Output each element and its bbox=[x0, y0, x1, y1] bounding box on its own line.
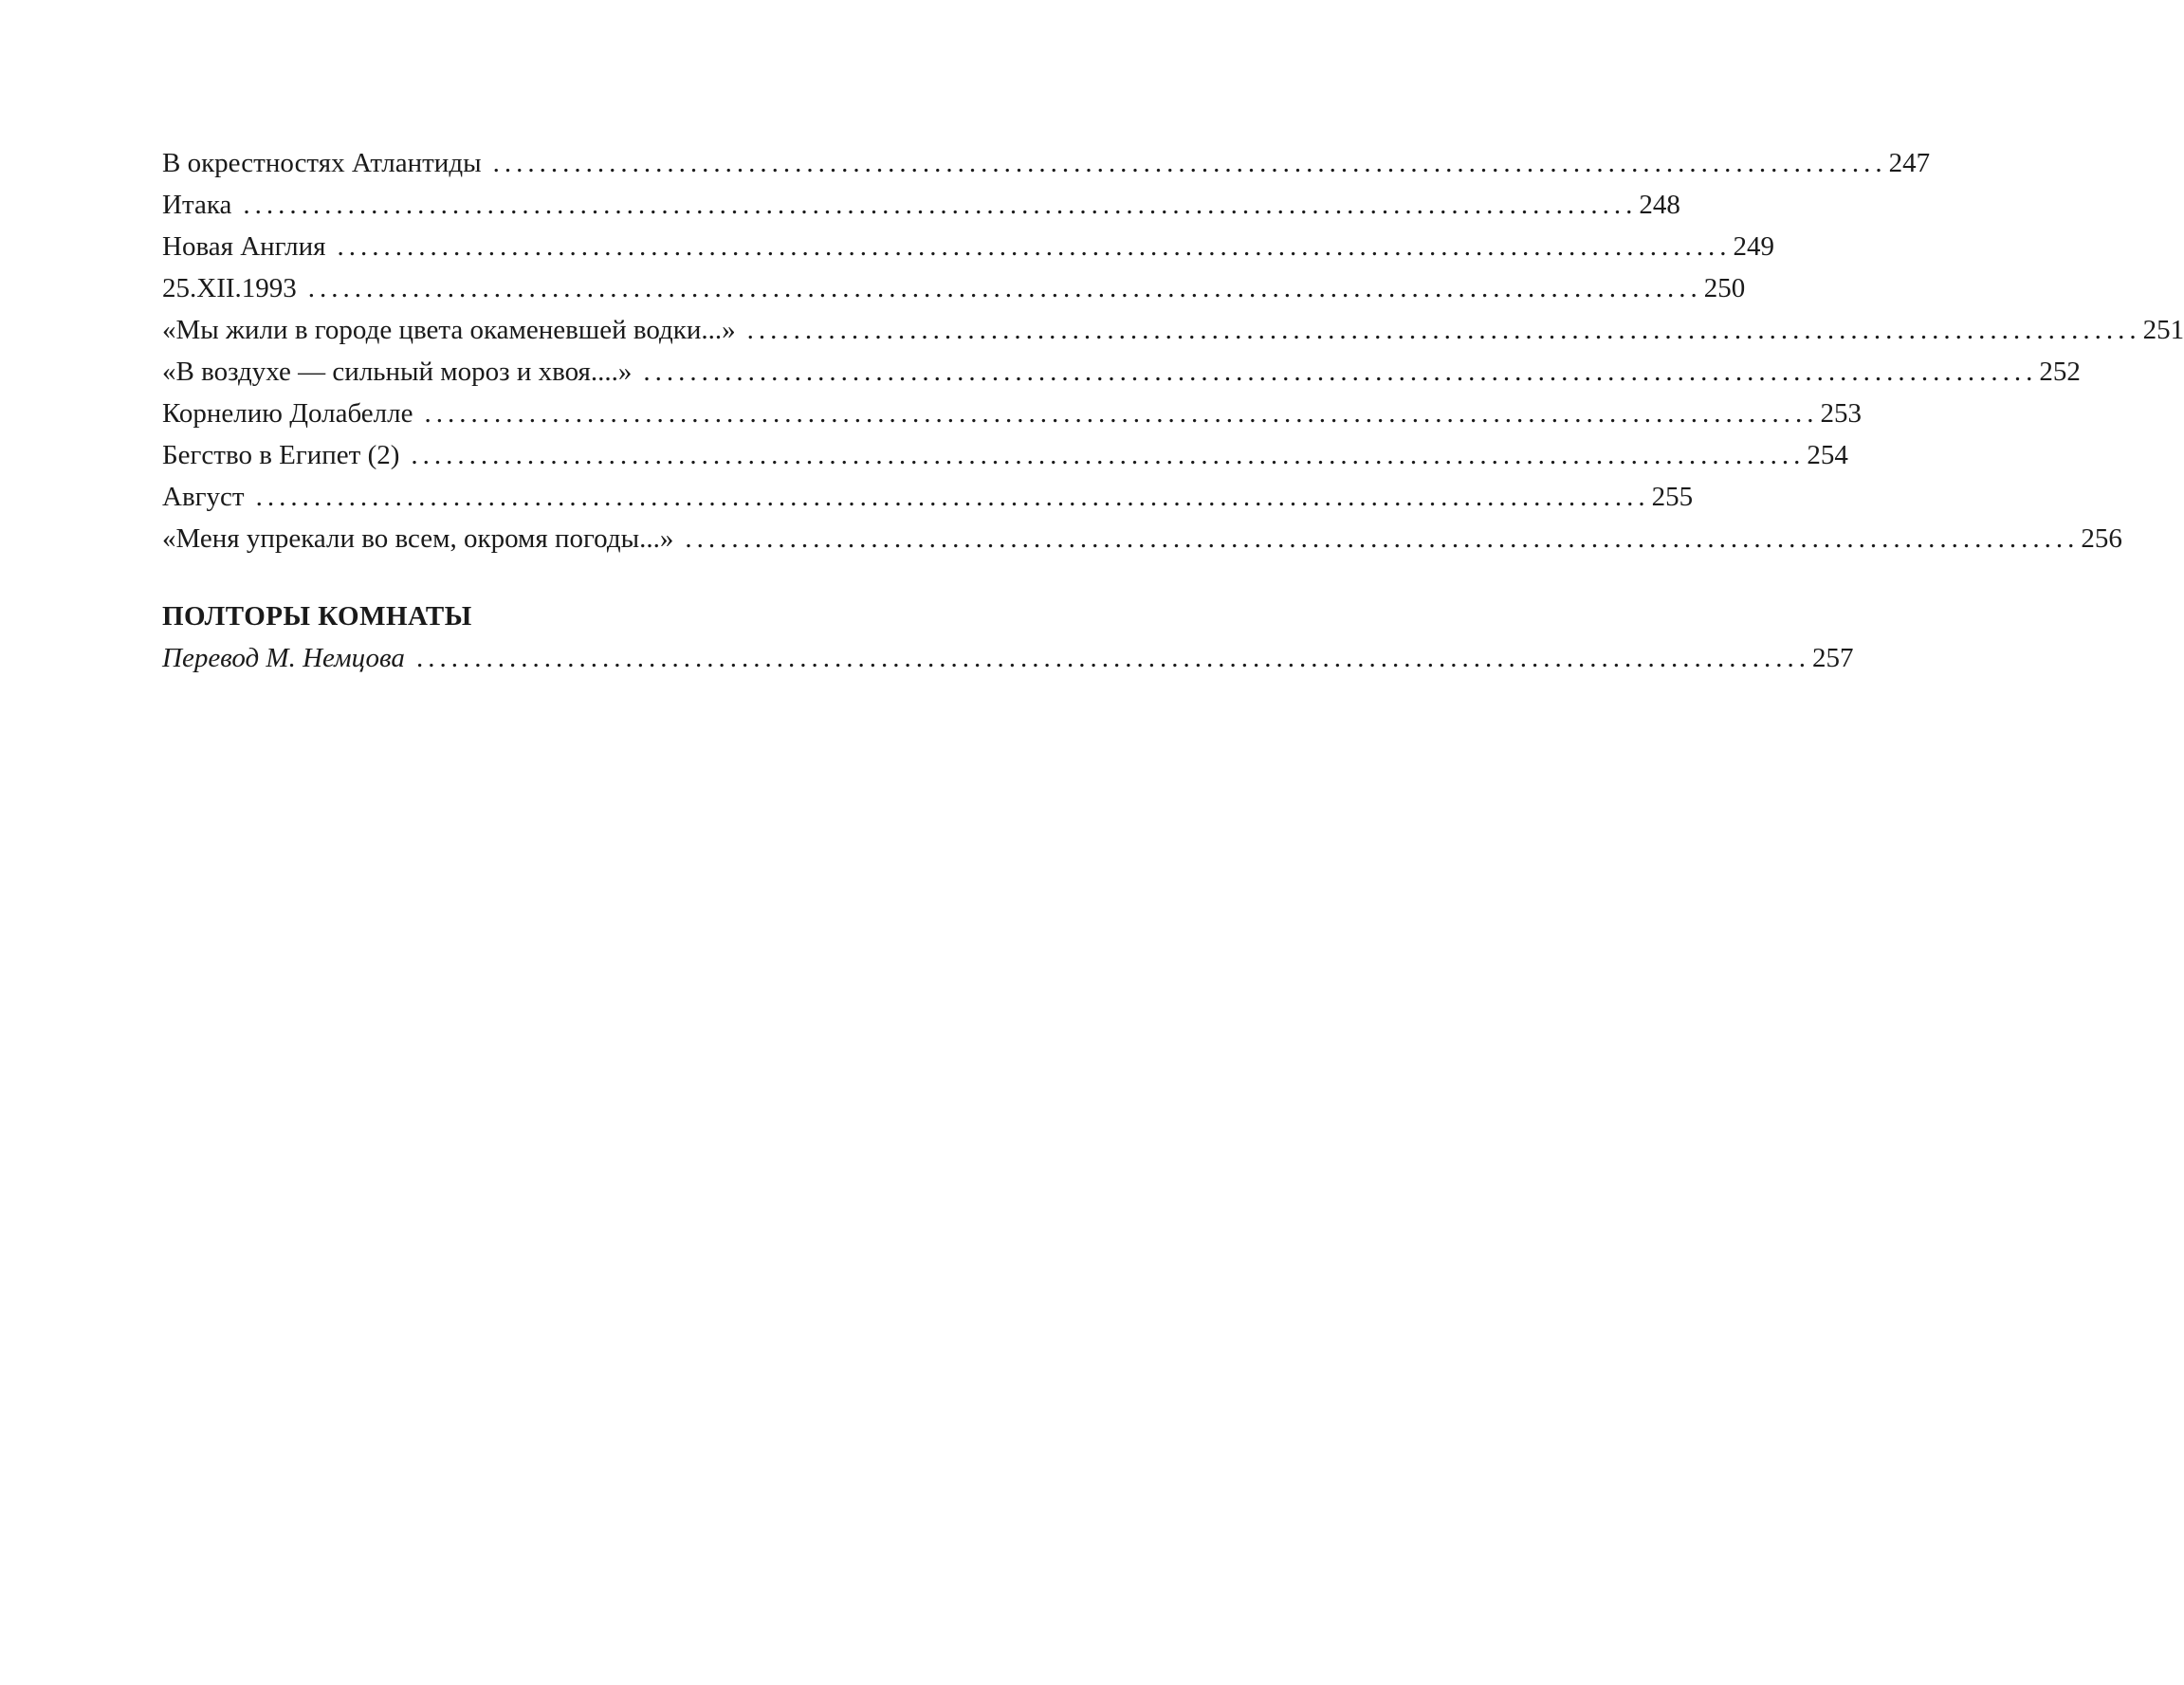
toc-entry-page: 249 bbox=[1733, 231, 1774, 262]
toc-entry[interactable] bbox=[162, 351, 2081, 393]
translator-credit: Перевод М. Немцова bbox=[162, 643, 405, 673]
toc-entry-title: «Мы жили в городе цвета окаменевшей водки...» bbox=[162, 315, 736, 345]
dot-leader: ........................................................................................................................ bbox=[411, 440, 1806, 470]
toc-entry[interactable] bbox=[162, 226, 1774, 267]
toc-entry-translator[interactable] bbox=[162, 637, 1854, 679]
toc-entry-page: 250 bbox=[1703, 273, 1746, 303]
toc-entry-title: Бегство в Египет (2) bbox=[162, 440, 400, 470]
dot-leader: ........................................................................................................................ bbox=[415, 643, 1810, 673]
toc-entry[interactable] bbox=[162, 142, 1931, 184]
toc-entry-page: 247 bbox=[1888, 148, 1931, 178]
dot-leader: ........................................................................................................................ bbox=[337, 231, 1732, 262]
toc-entry-page: 257 bbox=[1811, 643, 1854, 673]
toc-entry-page: 255 bbox=[1651, 482, 1694, 512]
toc-entry[interactable] bbox=[162, 518, 2122, 559]
toc-entry-title: 25.XII.1993 bbox=[162, 273, 297, 303]
toc-entry-title: Корнелию Долабелле bbox=[162, 398, 413, 429]
toc-entry-page: 254 bbox=[1807, 440, 1848, 470]
toc-entry-title: Новая Англия bbox=[162, 231, 326, 262]
toc-entry[interactable] bbox=[162, 434, 1848, 476]
table-of-contents-page bbox=[162, 142, 2184, 679]
toc-list bbox=[162, 142, 2184, 559]
toc-entry-page: 253 bbox=[1820, 398, 1862, 429]
toc-entry-page: 252 bbox=[2039, 357, 2081, 387]
toc-entry-page: 256 bbox=[2081, 523, 2122, 554]
dot-leader: ........................................................................................................................ bbox=[492, 148, 1887, 178]
toc-entry-title: «Меня упрекали во всем, окромя погоды...» bbox=[162, 523, 674, 554]
dot-leader: ........................................................................................................................ bbox=[746, 315, 2141, 345]
toc-entry[interactable] bbox=[162, 184, 1680, 226]
section-heading: ПОЛТОРЫ КОМНАТЫ bbox=[162, 601, 472, 632]
toc-entry-title: Итака bbox=[162, 190, 232, 220]
toc-entry[interactable] bbox=[162, 309, 2184, 351]
toc-entry-title: В окрестностях Атлантиды bbox=[162, 148, 482, 178]
toc-entry[interactable] bbox=[162, 267, 1746, 309]
toc-entry[interactable] bbox=[162, 393, 1862, 434]
toc-entry-page: 251 bbox=[2142, 315, 2184, 345]
dot-leader: ........................................................................................................................ bbox=[243, 190, 1638, 220]
toc-entry-page: 248 bbox=[1639, 190, 1680, 220]
dot-leader: ........................................................................................................................ bbox=[255, 482, 1650, 512]
dot-leader: ........................................................................................................................ bbox=[307, 273, 1702, 303]
toc-entry-title: Август bbox=[162, 482, 245, 512]
dot-leader: ........................................................................................................................ bbox=[643, 357, 2038, 387]
dot-leader: ........................................................................................................................ bbox=[685, 523, 2080, 554]
toc-entry-title: «В воздухе — сильный мороз и хвоя....» bbox=[162, 357, 633, 387]
toc-entry[interactable] bbox=[162, 476, 1694, 518]
dot-leader: ........................................................................................................................ bbox=[424, 398, 1819, 429]
